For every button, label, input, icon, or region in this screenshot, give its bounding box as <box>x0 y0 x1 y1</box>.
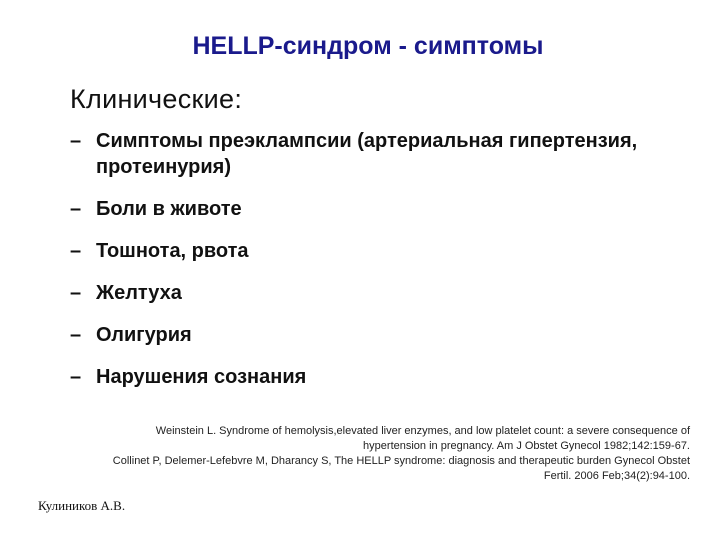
symptom-list <box>70 128 670 406</box>
bullet-marker: – <box>70 240 82 262</box>
list-item <box>70 364 670 390</box>
list-item <box>70 238 670 264</box>
bullet-marker: – <box>70 366 82 388</box>
author-name: Кулиников А.В. <box>38 498 126 513</box>
list-item-text: Олигурия <box>96 324 192 346</box>
bullet-marker: – <box>70 282 82 304</box>
bullet-marker: – <box>70 130 82 152</box>
list-item-text: Тошнота, рвота <box>96 240 249 262</box>
slide-title: HELLP-синдром - симптомы <box>192 32 544 60</box>
list-item <box>70 196 670 222</box>
list-item <box>70 280 670 306</box>
section-heading: Клинические: <box>70 84 243 114</box>
list-item <box>70 128 670 180</box>
reference-citation: Weinstein L. Syndrome of hemolysis,elevated liver enzymes, and low platelet count: a severe consequence of hypertension in pregnancy. Am J Obstet Gynecol 1982;142:159-67. <box>155 425 690 452</box>
bullet-marker: – <box>70 198 82 220</box>
references <box>90 424 690 484</box>
bullet-marker: – <box>70 324 82 346</box>
reference-citation: Collinet P, Delemer-Lefebvre M, Dharancy S, The HELLP syndrome: diagnosis and therapeutic burden Gynecol Obstet Fertil. 2006 Feb;34(2):94-100. <box>112 455 690 482</box>
list-item-text: Боли в животе <box>96 198 242 220</box>
list-item <box>70 322 670 348</box>
list-item-text: Нарушения сознания <box>96 366 307 388</box>
list-item-text: Симптомы преэклампсии (артериальная гипертензия, протеинурия) <box>96 130 638 178</box>
list-item-text: Желтуха <box>96 282 182 304</box>
